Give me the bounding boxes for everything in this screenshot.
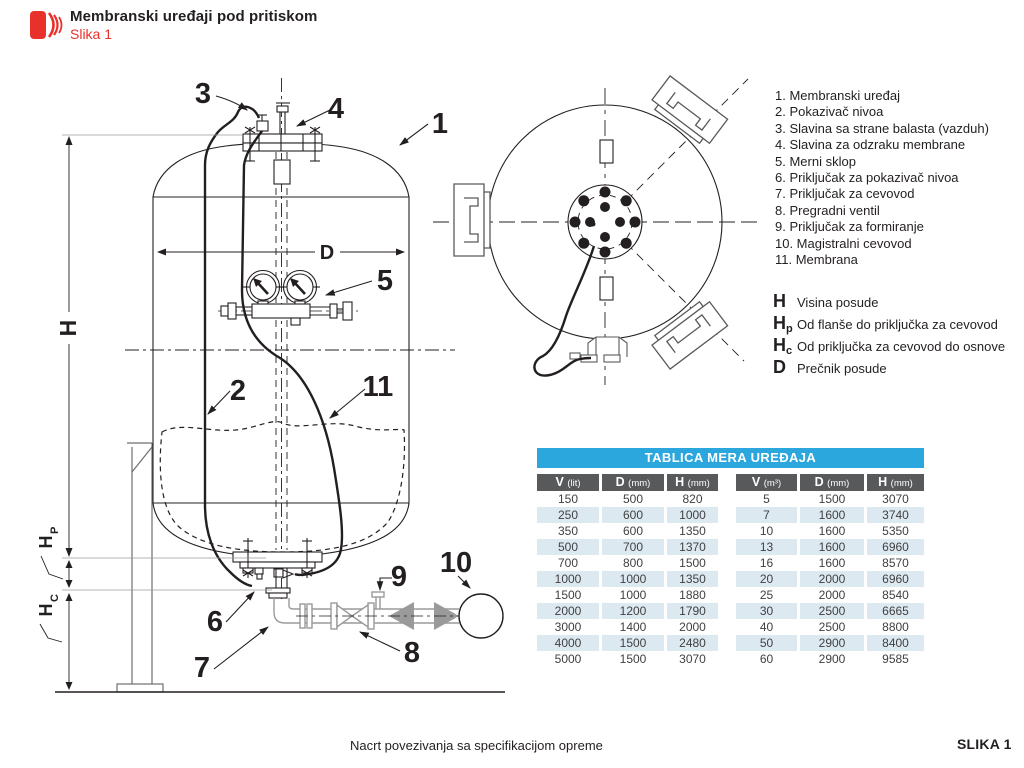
lug-left (454, 184, 490, 256)
cell-v-lit: 4000 (537, 635, 599, 651)
table-row (537, 555, 924, 571)
callout-2: 2 (229, 375, 247, 407)
dimension-description: Prečnik posude (797, 361, 887, 376)
pressure-gauge-left (243, 271, 283, 304)
dimension-D (157, 242, 405, 264)
cell-h-mm-2: 6960 (867, 539, 924, 555)
col-header-h-mm: H (mm) (667, 474, 718, 491)
legend-item: 7. Priključak za cevovod (775, 186, 915, 202)
cell-d-mm: 1500 (619, 652, 647, 666)
dimension-symbol: H (773, 291, 786, 311)
dim-label-Hp: H (36, 535, 56, 549)
callout-7: 7 (193, 652, 211, 684)
cell-d-mm: 700 (602, 539, 664, 555)
top-flange (243, 127, 322, 161)
cell-h-mm-2: 8400 (867, 635, 924, 651)
cell-h-mm-2: 6665 (867, 603, 924, 619)
cell-d-mm: 1000 (619, 588, 647, 602)
table-row (537, 571, 924, 587)
col-header-d-mm: D (mm) (602, 474, 664, 491)
level-connection-fitting (255, 568, 263, 574)
callout-11: 11 (362, 371, 394, 403)
cell-v-m3: 25 (759, 588, 774, 602)
cell-h-mm: 2480 (667, 635, 718, 651)
dimension-key (773, 291, 1005, 379)
cell-d-mm: 1500 (602, 635, 664, 651)
level-indicator-body (274, 160, 290, 184)
legend-item: 1. Membranski uređaj (775, 88, 900, 103)
dimension-key-row (773, 357, 1005, 379)
cell-h-mm-2: 8540 (882, 588, 909, 602)
dim-label-Hp-sub: P (49, 526, 61, 534)
cell-d-mm-2: 2900 (800, 635, 864, 651)
callout-10: 10 (439, 547, 473, 579)
size-table (537, 448, 924, 667)
table-gap (721, 571, 733, 587)
dim-label-H: H (55, 319, 81, 337)
cell-h-mm: 1350 (679, 524, 706, 538)
dimension-key-row (773, 335, 1005, 357)
table-gap (721, 619, 733, 635)
cell-h-mm: 3070 (679, 652, 706, 666)
table-row (537, 603, 924, 619)
lug-top-right (648, 76, 727, 148)
table-row (537, 635, 924, 651)
cell-d-mm-2: 2000 (800, 571, 864, 587)
table-row (537, 523, 924, 539)
cell-h-mm: 1350 (667, 571, 718, 587)
cell-v-lit: 3000 (554, 620, 582, 634)
main-pipeline-circle (459, 594, 503, 638)
table-row (537, 491, 924, 507)
cell-v-lit: 350 (557, 524, 579, 538)
top-view (433, 76, 757, 385)
cell-v-lit: 700 (557, 556, 579, 570)
table-gap (721, 651, 733, 667)
legend-item: 9. Priključak za formiranje (775, 219, 924, 235)
table-row (537, 651, 924, 667)
cell-d-mm-2: 1500 (818, 492, 846, 506)
bottom-flange (233, 538, 322, 598)
cell-d-mm-2: 1600 (800, 539, 864, 555)
cell-d-mm: 600 (622, 524, 644, 538)
callout-4: 4 (327, 93, 345, 125)
col-header-d-mm-2: D (mm) (800, 474, 864, 491)
top-fitting (600, 140, 613, 163)
callout-8: 8 (403, 637, 421, 669)
cell-v-lit: 5000 (554, 652, 582, 666)
cell-v-m3: 16 (759, 556, 774, 570)
dimension-symbol: H (773, 335, 786, 355)
lug-bottom-right (648, 297, 727, 369)
callout-9: 9 (390, 561, 408, 593)
cell-v-m3: 20 (736, 571, 797, 587)
dimension-description: Od flanše do priključka za cevovod (797, 317, 998, 332)
dim-label-Hc: H (36, 603, 56, 617)
support-leg (117, 443, 163, 692)
cell-v-lit: 2000 (537, 603, 599, 619)
table-gap (721, 635, 733, 651)
cell-d-mm: 600 (602, 507, 664, 523)
center-flange (568, 185, 642, 259)
cell-d-mm-2: 1600 (818, 524, 846, 538)
table-gap (721, 603, 733, 619)
drawing-caption: Nacrt povezivanja sa specifikacijom opreme (350, 738, 603, 753)
tank-outline (153, 143, 409, 554)
cell-h-mm: 1790 (667, 603, 718, 619)
cell-d-mm-2: 2900 (818, 652, 846, 666)
dimension-symbol: D (773, 357, 786, 377)
cell-d-mm-2: 2500 (818, 620, 846, 634)
legend-item: 6. Priključak za pokazivač nivoa (775, 170, 959, 186)
page-subtitle: Slika 1 (70, 25, 113, 42)
dim-label-D: D (319, 242, 335, 264)
table-gap (721, 523, 733, 539)
cell-v-m3: 13 (736, 539, 797, 555)
pipework (274, 592, 462, 630)
table-gap (721, 507, 733, 523)
table-row (537, 507, 924, 523)
cell-h-mm-2: 9585 (882, 652, 909, 666)
membrane-vent-valve (276, 103, 290, 134)
bottom-fitting (600, 277, 613, 300)
cell-h-mm-2: 6960 (867, 571, 924, 587)
dimension-key-row (773, 291, 1005, 313)
dim-label-Hc-sub: C (49, 594, 61, 602)
cell-d-mm: 800 (622, 556, 644, 570)
callout-1: 1 (431, 108, 449, 140)
table-row (537, 587, 924, 603)
cell-v-m3: 10 (759, 524, 774, 538)
cell-h-mm: 1370 (667, 539, 718, 555)
dimension-description: Od priključka za cevovod do osnove (797, 339, 1006, 354)
cell-v-m3: 50 (736, 635, 797, 651)
cell-h-mm-2: 3740 (867, 507, 924, 523)
legend-item: 4. Slavina za odzraku membrane (775, 137, 966, 153)
cell-v-lit: 1500 (554, 588, 582, 602)
table-gap (721, 539, 733, 555)
table-title: TABLICA MERA UREĐAJA (537, 448, 924, 468)
table-gap (721, 587, 733, 603)
parts-legend (775, 88, 989, 268)
col-header-h-mm-2: H (mm) (867, 474, 924, 491)
cell-h-mm: 820 (682, 492, 703, 506)
page-title: Membranski uređaji pod pritiskom (70, 8, 318, 25)
dimension-subscript: c (786, 345, 793, 357)
dimension-symbol: H (773, 313, 786, 333)
cell-v-m3: 5 (763, 492, 770, 506)
table-gap (721, 555, 733, 571)
gauge-assembly (218, 271, 358, 326)
dimension-key-row (773, 313, 1005, 335)
level-tube-right (242, 131, 342, 575)
table-row (537, 539, 924, 555)
cell-d-mm-2: 1600 (800, 507, 864, 523)
legend-item: 8. Pregradni ventil (775, 202, 880, 218)
side-view (36, 78, 505, 692)
cell-h-mm: 1000 (667, 507, 718, 523)
cell-v-lit: 250 (537, 507, 599, 523)
pressure-gauge-right (280, 271, 320, 304)
cell-d-mm: 1400 (619, 620, 647, 634)
cell-h-mm: 2000 (679, 620, 706, 634)
legend-item: 3. Slavina sa strane balasta (vazduh) (775, 120, 989, 136)
cell-v-m3: 30 (736, 603, 797, 619)
legend-item: 5. Merni sklop (775, 153, 856, 169)
callout-3: 3 (194, 78, 212, 110)
legend-item: 11. Membrana (775, 252, 858, 268)
cell-v-m3: 60 (759, 652, 774, 666)
membrane-outline (160, 422, 404, 552)
col-header-v-m3: V (m³) (736, 474, 797, 491)
table-gap (721, 474, 733, 491)
cell-h-mm: 1500 (679, 556, 706, 570)
cell-d-mm-2: 1600 (818, 556, 846, 570)
table-row (537, 619, 924, 635)
cell-h-mm: 1880 (679, 588, 706, 602)
col-header-v-lit: V (lit) (537, 474, 599, 491)
cell-v-lit: 150 (557, 492, 579, 506)
cell-d-mm-2: 2500 (800, 603, 864, 619)
table-header-row (537, 474, 924, 491)
figure-label: SLIKA 1 (957, 736, 1012, 752)
table-gap (721, 491, 733, 507)
callout-5: 5 (376, 265, 394, 297)
callout-numbers (194, 78, 472, 684)
cell-d-mm: 500 (622, 492, 644, 506)
cell-d-mm: 1200 (602, 603, 664, 619)
cell-h-mm-2: 3070 (882, 492, 909, 506)
legend-item: 10. Magistralni cevovod (775, 235, 912, 251)
cell-v-lit: 500 (537, 539, 599, 555)
cell-v-m3: 7 (736, 507, 797, 523)
level-tube-left (205, 107, 259, 586)
dimension-description: Visina posude (797, 295, 879, 310)
cell-h-mm-2: 8570 (882, 556, 909, 570)
cell-d-mm: 1000 (602, 571, 664, 587)
dimension-H-system (36, 135, 272, 690)
legend-item: 2. Pokazivač nivoa (775, 104, 884, 120)
cell-d-mm-2: 2000 (818, 588, 846, 602)
callout-6: 6 (206, 606, 224, 638)
forming-fitting (274, 569, 283, 577)
callout-leaders (208, 96, 473, 669)
cell-v-lit: 1000 (537, 571, 599, 587)
dimension-subscript: p (786, 323, 793, 335)
cell-v-m3: 40 (759, 620, 774, 634)
cell-h-mm-2: 5350 (882, 524, 909, 538)
cell-h-mm-2: 8800 (882, 620, 909, 634)
